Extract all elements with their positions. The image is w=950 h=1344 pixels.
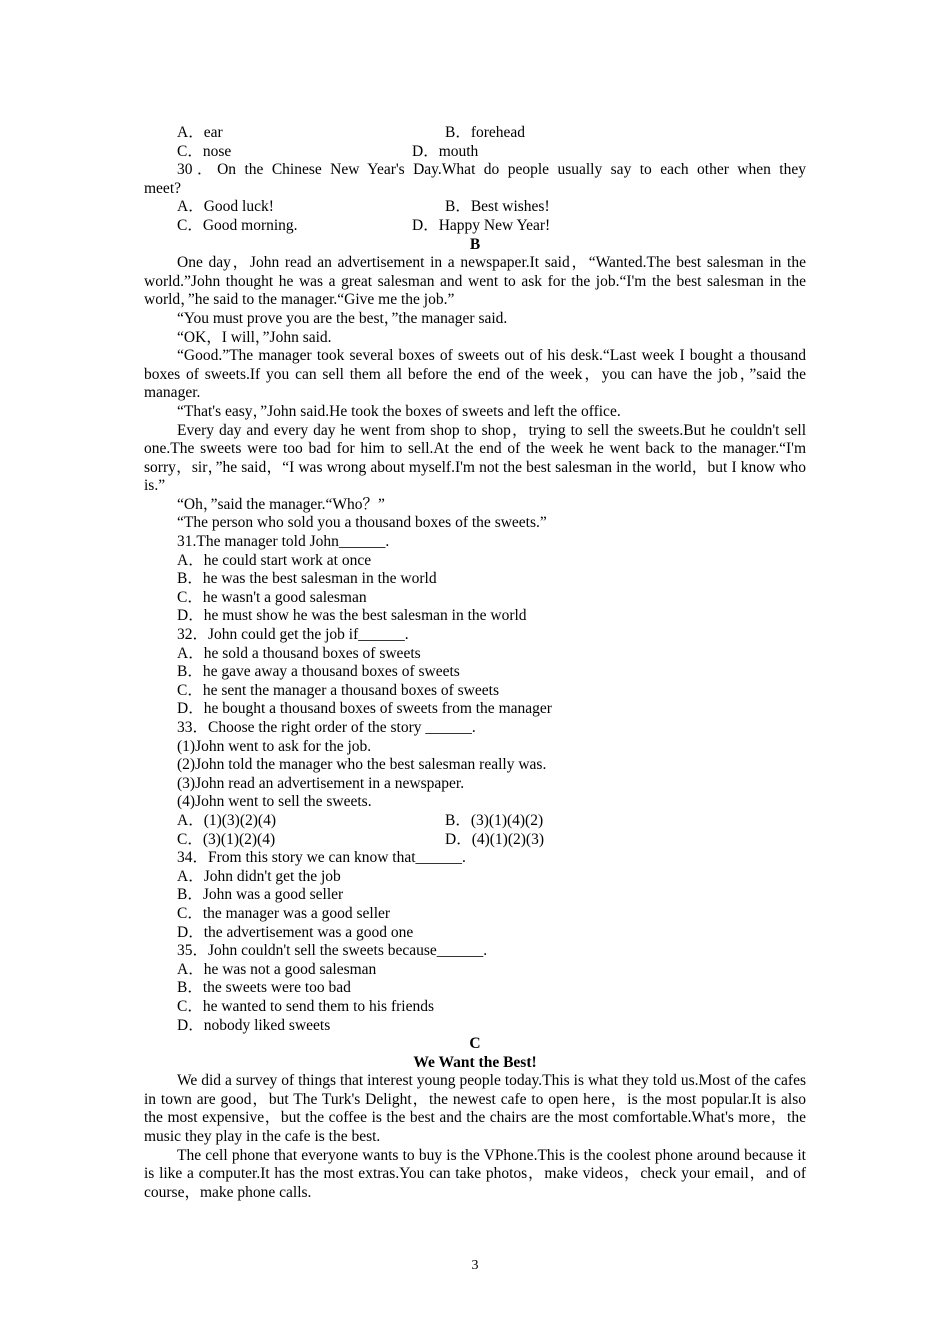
page-number: 3 [471, 1258, 479, 1273]
document-page [144, 124, 806, 1202]
option-d: D．Happy New Year! [412, 216, 551, 234]
option-a: A．ear [177, 124, 223, 141]
option-c: C．Good morning. [177, 216, 298, 234]
question-32: 32．John could get the job if______. [177, 626, 409, 644]
option-b: B．he gave away a thousand boxes of sweets [177, 663, 460, 681]
question-34: 34．From this story we can know that______. [177, 849, 466, 867]
order-item: (2)John told the manager who the best salesman really was. [177, 756, 547, 774]
story-paragraph: “The person who sold you a thousand boxes of the sweets.” [177, 514, 547, 532]
option-a: A．he could start work at once [177, 551, 372, 569]
story-paragraph: Every day and every day he went from shop to shop，trying to sell the sweets.But he couldn't sell one.The sweets were too bad for him to sell.At the end of the week he went back to the manager.“I'm sorry，sir，”he said，“I was wrong about myself.I'm not the best salesman in the world，but I know who is.” [144, 421, 806, 495]
option-row [144, 831, 806, 850]
order-item: (3)John read an advertisement in a newspaper. [177, 774, 465, 792]
option-c: C．(3)(1)(2)(4) [177, 830, 276, 848]
option-d: D．mouth [412, 142, 479, 160]
option-row [144, 124, 806, 143]
option-c: C．he wasn't a good salesman [177, 588, 367, 606]
story-paragraph: “Oh，”said the manager.“Who？” [177, 495, 385, 513]
section-c-heading: C [469, 1035, 481, 1053]
question-31: 31.The manager told John______. [177, 533, 390, 551]
option-d: D．he must show he was the best salesman in the world [177, 607, 527, 625]
option-a: A．he sold a thousand boxes of sweets [177, 644, 421, 662]
option-row [144, 812, 806, 831]
option-row [144, 143, 806, 162]
question-35: 35．John couldn't sell the sweets because______. [177, 942, 488, 960]
option-c: C．nose [177, 142, 232, 160]
question-33: 33．Choose the right order of the story ______. [177, 719, 476, 736]
option-a: A．John didn't get the job [177, 867, 341, 885]
article-paragraph: The cell phone that everyone wants to buy is the VPhone.This is the coolest phone around because it is like a computer.It has the most extras.You can take photos，make videos，check your email，and of course，make phone calls. [144, 1146, 806, 1201]
option-d: D．the advertisement was a good one [177, 923, 414, 941]
order-item: (4)John went to sell the sweets. [177, 793, 372, 811]
story-paragraph: One day，John read an advertisement in a newspaper.It said，“Wanted.The best salesman in the world.”John thought he was a great salesman and went to ask for the job.“I'm the best salesman in the world，”he said to the manager.“Give me the job.” [144, 254, 806, 309]
option-d: D．nobody liked sweets [177, 1016, 331, 1034]
option-row [144, 217, 806, 236]
option-c: C．he wanted to send them to his friends [177, 997, 434, 1015]
section-c-title: We Want the Best! [413, 1053, 537, 1071]
story-paragraph: “You must prove you are the best，”the manager said. [177, 309, 508, 327]
article-paragraph: We did a survey of things that interest young people today.This is what they told us.Most of the cafes in town are good，but The Turk's Delight，the newest cafe to open here，is the most popular.It is also the most expensive，but the coffee is the best and the chairs are the most comfortable.What's more，the music they play in the cafe is the best. [144, 1072, 806, 1146]
story-paragraph: “Good.”The manager took several boxes of sweets out of his desk.“Last week I bought a thousand boxes of sweets.If you can sell them all before the end of the week，you can have the job，”said the manager. [144, 347, 806, 402]
option-b: B．(3)(1)(4)(2) [445, 811, 544, 829]
option-b: B．John was a good seller [177, 886, 344, 904]
option-b: B．forehead [445, 124, 526, 141]
option-c: C．he sent the manager a thousand boxes of sweets [177, 681, 499, 699]
option-a: A．Good luck! [177, 198, 274, 216]
option-row [144, 198, 806, 217]
option-b: B．Best wishes! [445, 198, 550, 216]
option-b: B．he was the best salesman in the world [177, 570, 437, 588]
question-30: 30．On the Chinese New Year's Day.What do people usually say to each other when they [177, 161, 806, 179]
option-c: C．the manager was a good seller [177, 904, 391, 922]
story-paragraph: “OK，I will，”John said. [177, 328, 332, 346]
option-a: A．he was not a good salesman [177, 960, 377, 978]
option-d: D．he bought a thousand boxes of sweets from the manager [177, 700, 552, 718]
section-b-heading: B [469, 235, 481, 253]
order-item: (1)John went to ask for the job. [177, 737, 372, 755]
question-30-cont: meet? [144, 179, 182, 197]
option-a: A．(1)(3)(2)(4) [177, 811, 276, 829]
story-paragraph: “That's easy，”John said.He took the boxes of sweets and left the office. [177, 402, 621, 420]
option-d: D．(4)(1)(2)(3) [445, 830, 544, 848]
option-b: B．the sweets were too bad [177, 979, 351, 997]
